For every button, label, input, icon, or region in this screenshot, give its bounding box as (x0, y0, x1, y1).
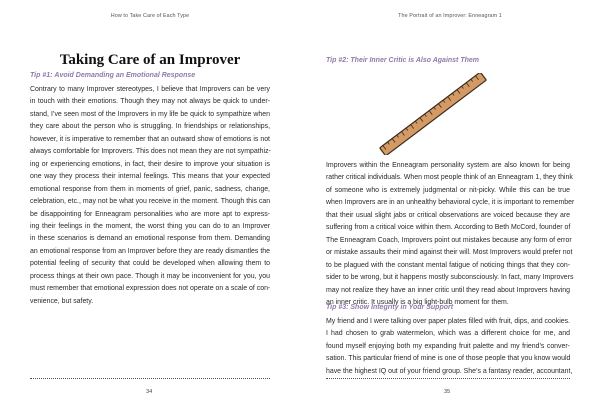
text-line: rather critical individuals. When most people think of an Enneagram 1, they think (326, 174, 573, 182)
tip-3-body (326, 316, 573, 378)
tip-3-number: Tip #3: (326, 304, 349, 311)
text-line: ing their feelings in the moment, the worst thing you can do to an Improver (30, 222, 270, 230)
tip-1-body (30, 84, 270, 308)
text-line: ing or experiencing emotions, in fact, their desire to improve your situation is (30, 160, 270, 168)
text-line: The Enneagram Coach, Improvers point out mistakes because any form of error (326, 236, 572, 244)
page-number-right: 35 (444, 389, 451, 395)
text-line: always comfortable for Improvers. This does not mean they are not sympathiz- (30, 148, 271, 156)
tip-1-title: Avoid Demanding an Emotional Response (54, 72, 196, 79)
text-line: an emotional response from an Improver before they are ready dismantles the (30, 247, 270, 255)
tip-2-body (326, 160, 575, 309)
text-line: sider to be wrong, but it happens mostly subconsciously. In fact, many Improvers (326, 274, 574, 282)
text-line: must remember that emotional expression does not operate on a scale of con- (30, 285, 271, 293)
text-line: they care about the person who is struggling. In friendships or relationships, (30, 123, 270, 131)
text-line: venience, but safety. (30, 297, 94, 305)
text-line: My friend and I were talking over paper plates filled with fruit, dips, and cookies. (326, 318, 570, 325)
text-line: in touch with their emotions. Though they may not always be quick to under- (30, 98, 270, 106)
page-title: Taking Care of an Improver (59, 52, 241, 68)
tip-2-heading (326, 57, 479, 64)
text-line: may not realize they have an inner critic until they read about Improvers having (326, 286, 570, 294)
footer-rule-left (30, 378, 270, 379)
text-line: one way they process their internal feelings. This means that your expected (30, 173, 270, 181)
text-line: I had chosen to grab watermelon, which was a different choice for me, and (326, 330, 570, 338)
text-line: sation. This particular friend of mine is one of those people that you know would (326, 355, 571, 363)
text-line: however, it is imperative to remember that an outward show of emotions is not (30, 135, 270, 143)
text-line: stand, I’ve seen most of the Improvers in my life be quick to sympathize when (30, 110, 270, 118)
text-line: of someone who is extremely judgmental or nit-picky. While this can be true (326, 186, 570, 194)
tip-3-heading (326, 304, 453, 311)
tip-2-number: Tip #2: (326, 57, 349, 64)
text-line: an inner critic. It usually is a big light-bulb moment for them. (326, 298, 509, 306)
running-head-right: The Portrait of an Improver: Enneagram 1 (398, 13, 502, 19)
text-line: Contrary to many Improver stereotypes, I believe that Improvers can be very (30, 86, 270, 93)
tip-3-title: Show Integrity in Your Support (350, 304, 454, 311)
text-line: process things at their own pace. Though it may be inconvenient for you, you (30, 272, 270, 280)
running-head-left: How to Take Care of Each Type (110, 13, 190, 19)
footer-rule-right (326, 378, 570, 379)
tip-1-number: Tip #1: (30, 72, 53, 79)
text-line: when Improvers are in an unhealthy behavioral cycle, it is important to remember (326, 199, 575, 207)
text-line: have the highest IQ out of your friend group. She’s a fantasy reader, accountant, (326, 367, 573, 375)
text-line: to be plagued with the constant mental fatigue of noticing things that they con- (326, 261, 570, 269)
text-line: or mistake assaults their mind against their will. Most Improvers would prefer not (326, 249, 573, 257)
page-number-left: 34 (146, 389, 153, 395)
text-line: emotional response from them in moments of grief, panic, sadness, change, (30, 185, 270, 193)
tip-1-heading (30, 72, 195, 79)
text-line: in these scenarios is demand an emotional response from them. Demanding (30, 235, 270, 243)
ruler-illustration (378, 73, 488, 155)
text-line: found myself enjoying both my expanding fruit palette and my friend’s conver- (326, 342, 570, 350)
text-line: celebration, etc., may not be what you receive in the moment. Though this can (30, 198, 271, 206)
tip-2-title: Their Inner Critic is Also Against Them (350, 57, 480, 64)
text-line: potential feeling of security that could be developed when allowing them to (30, 260, 270, 268)
text-line: be disappointing for Enneagram personalities who are more apt to express- (30, 210, 270, 218)
text-line: Improvers within the Enneagram personality system are also known for being (326, 162, 570, 169)
text-line: that their usual slight jabs or critical observations are voiced because they are (326, 211, 570, 219)
text-line: suffering from a critical voice within them. According to Beth McCord, founder of (326, 224, 571, 232)
